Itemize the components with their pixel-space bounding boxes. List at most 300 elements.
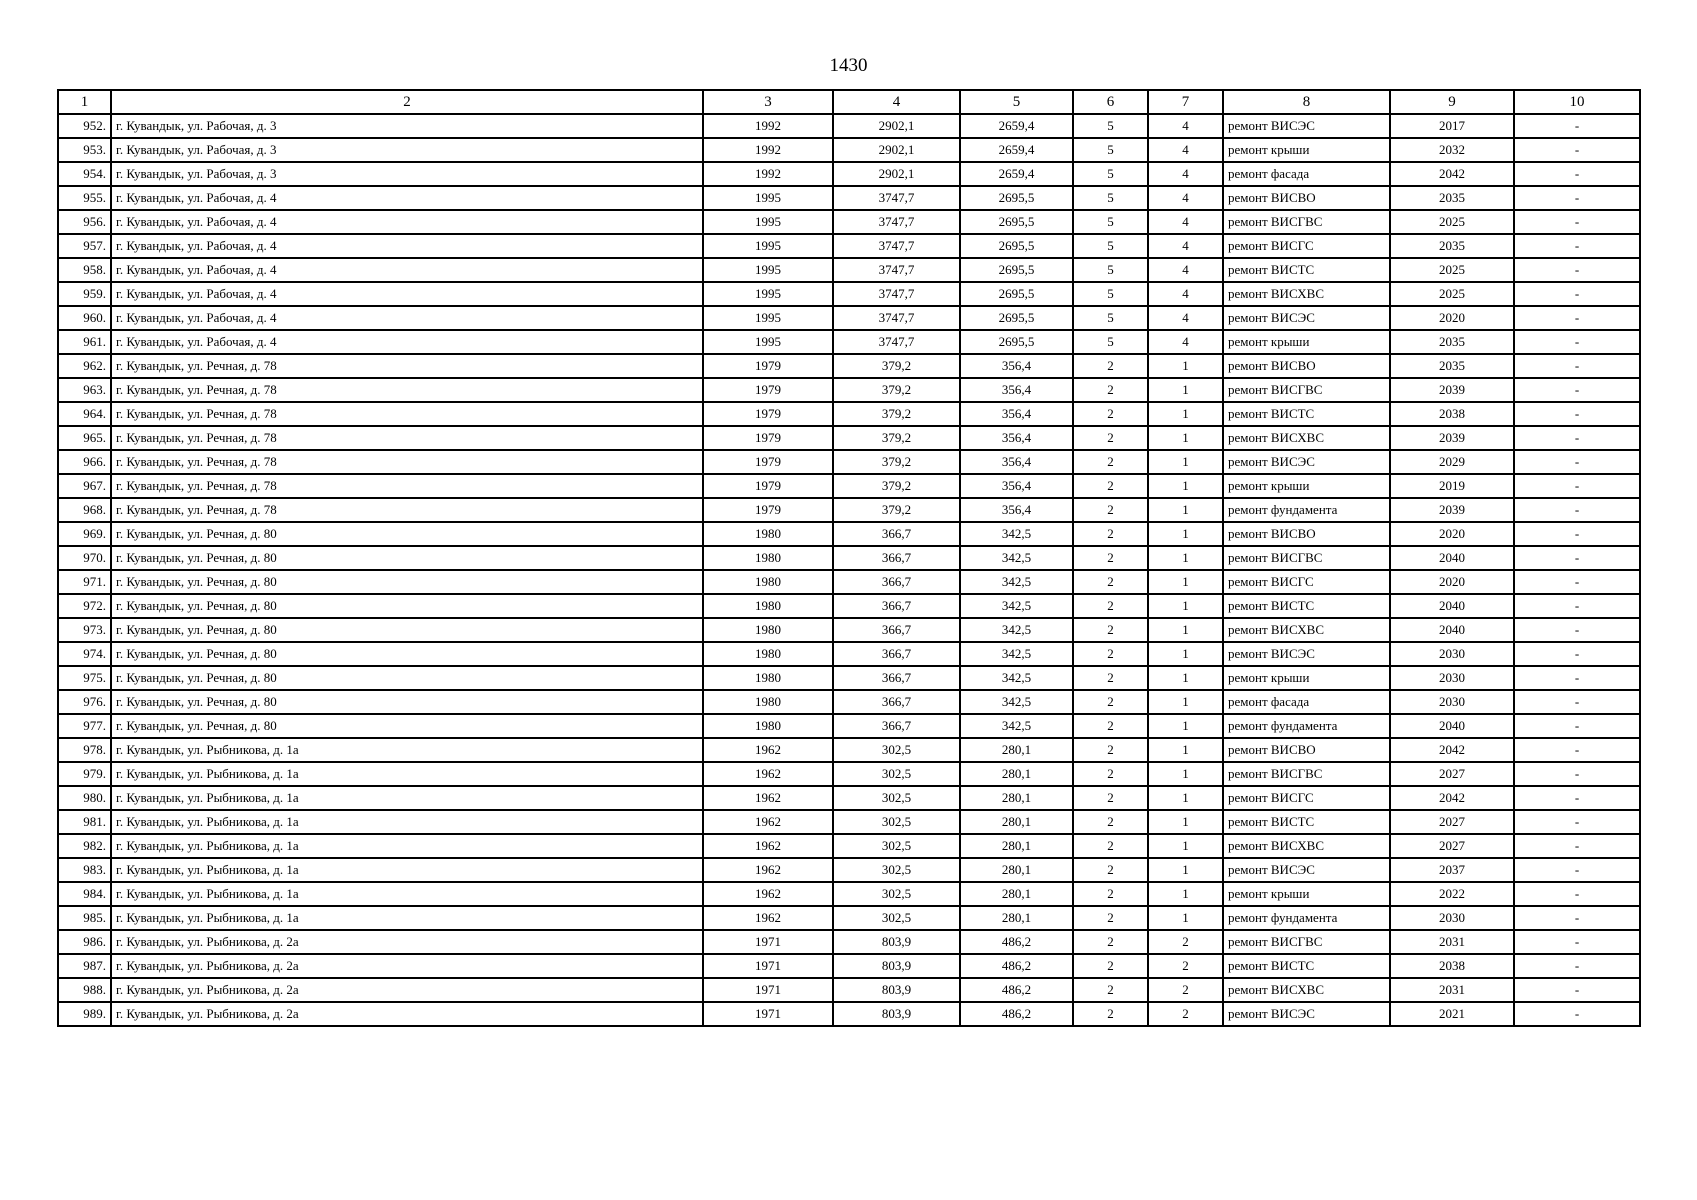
cell-address: г. Кувандык, ул. Рабочая, д. 4 [111,306,703,330]
cell-entrances: 1 [1148,834,1223,858]
cell-year-built: 1971 [703,1002,833,1026]
cell-address: г. Кувандык, ул. Рабочая, д. 4 [111,210,703,234]
cell-row-number: 972. [58,594,111,618]
table-row [58,426,1640,450]
cell-note: - [1514,714,1640,738]
cell-address: г. Кувандык, ул. Речная, д. 80 [111,594,703,618]
cell-floors: 2 [1073,834,1148,858]
cell-work-type: ремонт ВИСВО [1223,354,1390,378]
cell-living-area: 2695,5 [960,258,1073,282]
cell-work-type: ремонт ВИСТС [1223,594,1390,618]
cell-entrances: 4 [1148,162,1223,186]
cell-note: - [1514,786,1640,810]
cell-planned-year: 2031 [1390,978,1514,1002]
cell-address: г. Кувандык, ул. Речная, д. 80 [111,690,703,714]
cell-address: г. Кувандык, ул. Речная, д. 80 [111,642,703,666]
cell-work-type: ремонт ВИСГВС [1223,930,1390,954]
cell-note: - [1514,834,1640,858]
cell-work-type: ремонт ВИСТС [1223,258,1390,282]
cell-address: г. Кувандык, ул. Рыбникова, д. 1а [111,858,703,882]
cell-planned-year: 2030 [1390,666,1514,690]
cell-entrances: 1 [1148,498,1223,522]
cell-year-built: 1979 [703,450,833,474]
cell-entrances: 1 [1148,666,1223,690]
cell-work-type: ремонт ВИСЭС [1223,450,1390,474]
cell-address: г. Кувандык, ул. Рыбникова, д. 1а [111,762,703,786]
cell-address: г. Кувандык, ул. Речная, д. 80 [111,618,703,642]
cell-row-number: 959. [58,282,111,306]
cell-note: - [1514,402,1640,426]
cell-row-number: 986. [58,930,111,954]
cell-year-built: 1995 [703,210,833,234]
cell-living-area: 280,1 [960,762,1073,786]
cell-address: г. Кувандык, ул. Рабочая, д. 4 [111,234,703,258]
table-row [58,666,1640,690]
cell-entrances: 4 [1148,114,1223,138]
cell-planned-year: 2035 [1390,354,1514,378]
cell-living-area: 342,5 [960,690,1073,714]
table-row [58,546,1640,570]
cell-total-area: 366,7 [833,546,960,570]
table-row [58,810,1640,834]
cell-total-area: 302,5 [833,810,960,834]
cell-address: г. Кувандык, ул. Речная, д. 78 [111,378,703,402]
column-header-7: 7 [1148,90,1223,114]
cell-entrances: 1 [1148,906,1223,930]
cell-planned-year: 2021 [1390,1002,1514,1026]
cell-work-type: ремонт ВИСГС [1223,786,1390,810]
cell-row-number: 962. [58,354,111,378]
cell-living-area: 280,1 [960,882,1073,906]
cell-year-built: 1979 [703,378,833,402]
table-row [58,762,1640,786]
cell-row-number: 988. [58,978,111,1002]
cell-planned-year: 2038 [1390,954,1514,978]
cell-entrances: 1 [1148,762,1223,786]
cell-year-built: 1979 [703,354,833,378]
table-row [58,210,1640,234]
cell-note: - [1514,642,1640,666]
table-row [58,450,1640,474]
cell-row-number: 984. [58,882,111,906]
cell-living-area: 280,1 [960,834,1073,858]
cell-planned-year: 2027 [1390,810,1514,834]
cell-planned-year: 2040 [1390,594,1514,618]
cell-total-area: 366,7 [833,618,960,642]
cell-year-built: 1979 [703,498,833,522]
cell-row-number: 955. [58,186,111,210]
cell-row-number: 953. [58,138,111,162]
cell-floors: 2 [1073,762,1148,786]
cell-note: - [1514,690,1640,714]
table-row [58,114,1640,138]
table-row [58,738,1640,762]
cell-year-built: 1980 [703,546,833,570]
cell-planned-year: 2035 [1390,330,1514,354]
cell-entrances: 4 [1148,258,1223,282]
cell-living-area: 486,2 [960,1002,1073,1026]
cell-living-area: 2695,5 [960,186,1073,210]
table-row [58,522,1640,546]
cell-row-number: 987. [58,954,111,978]
cell-work-type: ремонт ВИСЭС [1223,642,1390,666]
cell-address: г. Кувандык, ул. Рыбникова, д. 1а [111,882,703,906]
cell-address: г. Кувандык, ул. Речная, д. 78 [111,402,703,426]
cell-note: - [1514,762,1640,786]
cell-work-type: ремонт ВИСГВС [1223,762,1390,786]
cell-row-number: 983. [58,858,111,882]
cell-entrances: 4 [1148,330,1223,354]
table-row [58,138,1640,162]
cell-floors: 2 [1073,810,1148,834]
cell-row-number: 974. [58,642,111,666]
cell-note: - [1514,354,1640,378]
repair-schedule-table [57,89,1641,1027]
column-header-4: 4 [833,90,960,114]
cell-planned-year: 2020 [1390,306,1514,330]
table-row [58,954,1640,978]
cell-total-area: 379,2 [833,354,960,378]
table-row [58,690,1640,714]
cell-year-built: 1980 [703,666,833,690]
cell-note: - [1514,186,1640,210]
cell-note: - [1514,954,1640,978]
cell-living-area: 2695,5 [960,306,1073,330]
cell-living-area: 342,5 [960,522,1073,546]
table-row [58,594,1640,618]
cell-year-built: 1995 [703,234,833,258]
cell-total-area: 302,5 [833,858,960,882]
cell-total-area: 803,9 [833,954,960,978]
cell-entrances: 1 [1148,786,1223,810]
column-header-2: 2 [111,90,703,114]
cell-year-built: 1980 [703,618,833,642]
cell-living-area: 486,2 [960,954,1073,978]
cell-total-area: 3747,7 [833,210,960,234]
cell-total-area: 302,5 [833,786,960,810]
cell-living-area: 356,4 [960,474,1073,498]
cell-floors: 5 [1073,330,1148,354]
cell-year-built: 1962 [703,762,833,786]
cell-note: - [1514,450,1640,474]
cell-work-type: ремонт ВИСХВС [1223,426,1390,450]
cell-total-area: 302,5 [833,882,960,906]
cell-planned-year: 2042 [1390,738,1514,762]
cell-living-area: 342,5 [960,666,1073,690]
cell-floors: 2 [1073,954,1148,978]
table-row [58,162,1640,186]
cell-year-built: 1962 [703,786,833,810]
cell-living-area: 2695,5 [960,330,1073,354]
cell-work-type: ремонт ВИСТС [1223,402,1390,426]
cell-planned-year: 2025 [1390,210,1514,234]
cell-work-type: ремонт ВИСЭС [1223,1002,1390,1026]
cell-entrances: 1 [1148,594,1223,618]
cell-living-area: 280,1 [960,810,1073,834]
cell-floors: 2 [1073,738,1148,762]
cell-total-area: 3747,7 [833,282,960,306]
cell-year-built: 1992 [703,114,833,138]
cell-note: - [1514,1002,1640,1026]
cell-note: - [1514,810,1640,834]
cell-row-number: 966. [58,450,111,474]
cell-year-built: 1995 [703,306,833,330]
cell-note: - [1514,474,1640,498]
table-row [58,618,1640,642]
cell-planned-year: 2027 [1390,834,1514,858]
cell-work-type: ремонт фундамента [1223,714,1390,738]
cell-year-built: 1962 [703,834,833,858]
cell-total-area: 3747,7 [833,306,960,330]
cell-note: - [1514,930,1640,954]
cell-year-built: 1962 [703,882,833,906]
cell-row-number: 977. [58,714,111,738]
cell-total-area: 366,7 [833,522,960,546]
cell-year-built: 1995 [703,330,833,354]
cell-total-area: 3747,7 [833,234,960,258]
cell-floors: 2 [1073,522,1148,546]
cell-address: г. Кувандык, ул. Рабочая, д. 3 [111,114,703,138]
cell-year-built: 1971 [703,978,833,1002]
cell-planned-year: 2039 [1390,378,1514,402]
cell-address: г. Кувандык, ул. Речная, д. 78 [111,426,703,450]
cell-entrances: 1 [1148,426,1223,450]
cell-living-area: 280,1 [960,858,1073,882]
cell-entrances: 1 [1148,858,1223,882]
cell-entrances: 1 [1148,642,1223,666]
cell-planned-year: 2039 [1390,498,1514,522]
cell-work-type: ремонт ВИСГС [1223,234,1390,258]
cell-floors: 2 [1073,498,1148,522]
cell-work-type: ремонт ВИСТС [1223,954,1390,978]
cell-floors: 2 [1073,906,1148,930]
cell-planned-year: 2040 [1390,546,1514,570]
cell-work-type: ремонт фасада [1223,690,1390,714]
cell-floors: 2 [1073,786,1148,810]
cell-year-built: 1995 [703,258,833,282]
cell-floors: 2 [1073,978,1148,1002]
cell-living-area: 280,1 [960,786,1073,810]
cell-year-built: 1980 [703,690,833,714]
cell-work-type: ремонт ВИСЭС [1223,858,1390,882]
cell-address: г. Кувандык, ул. Рыбникова, д. 1а [111,906,703,930]
table-row [58,906,1640,930]
cell-work-type: ремонт крыши [1223,882,1390,906]
cell-planned-year: 2025 [1390,282,1514,306]
cell-note: - [1514,210,1640,234]
cell-row-number: 971. [58,570,111,594]
cell-entrances: 1 [1148,474,1223,498]
table-row [58,642,1640,666]
table-row [58,186,1640,210]
cell-address: г. Кувандык, ул. Рабочая, д. 4 [111,282,703,306]
cell-planned-year: 2030 [1390,906,1514,930]
cell-row-number: 970. [58,546,111,570]
cell-living-area: 280,1 [960,906,1073,930]
cell-row-number: 952. [58,114,111,138]
cell-address: г. Кувандык, ул. Рыбникова, д. 1а [111,810,703,834]
cell-living-area: 342,5 [960,594,1073,618]
cell-floors: 5 [1073,258,1148,282]
cell-floors: 2 [1073,1002,1148,1026]
cell-work-type: ремонт ВИСТС [1223,810,1390,834]
cell-note: - [1514,258,1640,282]
cell-planned-year: 2032 [1390,138,1514,162]
cell-row-number: 956. [58,210,111,234]
cell-planned-year: 2019 [1390,474,1514,498]
table-row [58,354,1640,378]
cell-floors: 2 [1073,714,1148,738]
cell-total-area: 3747,7 [833,258,960,282]
cell-work-type: ремонт ВИСЭС [1223,306,1390,330]
cell-living-area: 356,4 [960,354,1073,378]
cell-floors: 2 [1073,618,1148,642]
cell-note: - [1514,882,1640,906]
column-header-5: 5 [960,90,1073,114]
cell-entrances: 4 [1148,282,1223,306]
cell-address: г. Кувандык, ул. Рабочая, д. 4 [111,330,703,354]
table-row [58,498,1640,522]
cell-planned-year: 2020 [1390,570,1514,594]
cell-total-area: 366,7 [833,690,960,714]
cell-row-number: 982. [58,834,111,858]
column-header-1: 1 [58,90,111,114]
cell-year-built: 1979 [703,474,833,498]
cell-total-area: 366,7 [833,714,960,738]
cell-living-area: 280,1 [960,738,1073,762]
cell-year-built: 1992 [703,162,833,186]
cell-address: г. Кувандык, ул. Рыбникова, д. 2а [111,954,703,978]
cell-row-number: 989. [58,1002,111,1026]
cell-address: г. Кувандык, ул. Рабочая, д. 3 [111,138,703,162]
cell-total-area: 2902,1 [833,162,960,186]
cell-year-built: 1962 [703,738,833,762]
cell-address: г. Кувандык, ул. Рыбникова, д. 1а [111,786,703,810]
cell-row-number: 958. [58,258,111,282]
cell-work-type: ремонт ВИСВО [1223,738,1390,762]
table-row [58,834,1640,858]
table-row [58,1002,1640,1026]
cell-year-built: 1980 [703,522,833,546]
cell-address: г. Кувандык, ул. Рабочая, д. 3 [111,162,703,186]
column-header-9: 9 [1390,90,1514,114]
cell-row-number: 981. [58,810,111,834]
cell-work-type: ремонт ВИСХВС [1223,618,1390,642]
cell-note: - [1514,162,1640,186]
cell-work-type: ремонт ВИСГВС [1223,546,1390,570]
cell-row-number: 980. [58,786,111,810]
cell-address: г. Кувандык, ул. Речная, д. 78 [111,474,703,498]
cell-address: г. Кувандык, ул. Речная, д. 80 [111,666,703,690]
cell-entrances: 4 [1148,306,1223,330]
cell-row-number: 967. [58,474,111,498]
cell-planned-year: 2017 [1390,114,1514,138]
cell-living-area: 2695,5 [960,282,1073,306]
cell-year-built: 1979 [703,402,833,426]
cell-living-area: 356,4 [960,498,1073,522]
cell-work-type: ремонт крыши [1223,138,1390,162]
cell-work-type: ремонт ВИСХВС [1223,978,1390,1002]
table-row [58,282,1640,306]
cell-work-type: ремонт крыши [1223,666,1390,690]
cell-note: - [1514,234,1640,258]
cell-year-built: 1979 [703,426,833,450]
cell-total-area: 803,9 [833,1002,960,1026]
cell-year-built: 1962 [703,858,833,882]
cell-living-area: 342,5 [960,642,1073,666]
cell-total-area: 366,7 [833,642,960,666]
cell-planned-year: 2030 [1390,642,1514,666]
cell-address: г. Кувандык, ул. Рыбникова, д. 2а [111,978,703,1002]
cell-address: г. Кувандык, ул. Рабочая, д. 4 [111,258,703,282]
cell-year-built: 1995 [703,186,833,210]
table-row [58,306,1640,330]
cell-address: г. Кувандык, ул. Речная, д. 80 [111,570,703,594]
cell-planned-year: 2029 [1390,450,1514,474]
cell-note: - [1514,114,1640,138]
cell-living-area: 2659,4 [960,162,1073,186]
cell-entrances: 1 [1148,738,1223,762]
cell-living-area: 356,4 [960,426,1073,450]
cell-year-built: 1992 [703,138,833,162]
cell-floors: 2 [1073,642,1148,666]
cell-total-area: 302,5 [833,906,960,930]
cell-year-built: 1971 [703,930,833,954]
header-row [58,90,1640,114]
cell-living-area: 342,5 [960,618,1073,642]
cell-work-type: ремонт ВИСХВС [1223,282,1390,306]
cell-year-built: 1995 [703,282,833,306]
cell-entrances: 1 [1148,714,1223,738]
cell-entrances: 1 [1148,882,1223,906]
cell-planned-year: 2035 [1390,234,1514,258]
cell-planned-year: 2042 [1390,786,1514,810]
table-body [58,114,1640,1026]
cell-total-area: 302,5 [833,762,960,786]
cell-row-number: 985. [58,906,111,930]
cell-note: - [1514,282,1640,306]
cell-year-built: 1962 [703,810,833,834]
cell-planned-year: 2039 [1390,426,1514,450]
cell-entrances: 1 [1148,522,1223,546]
cell-work-type: ремонт ВИСГВС [1223,210,1390,234]
cell-floors: 5 [1073,162,1148,186]
cell-planned-year: 2030 [1390,690,1514,714]
cell-living-area: 342,5 [960,714,1073,738]
cell-total-area: 379,2 [833,378,960,402]
cell-year-built: 1980 [703,642,833,666]
cell-address: г. Кувандык, ул. Речная, д. 78 [111,354,703,378]
cell-planned-year: 2022 [1390,882,1514,906]
cell-year-built: 1962 [703,906,833,930]
cell-note: - [1514,306,1640,330]
cell-living-area: 342,5 [960,570,1073,594]
table-row [58,978,1640,1002]
cell-planned-year: 2037 [1390,858,1514,882]
cell-total-area: 302,5 [833,738,960,762]
cell-living-area: 2695,5 [960,234,1073,258]
cell-work-type: ремонт фасада [1223,162,1390,186]
cell-note: - [1514,906,1640,930]
cell-note: - [1514,498,1640,522]
cell-work-type: ремонт ВИСГВС [1223,378,1390,402]
table-row [58,570,1640,594]
cell-note: - [1514,546,1640,570]
cell-entrances: 1 [1148,690,1223,714]
cell-living-area: 2659,4 [960,138,1073,162]
cell-total-area: 379,2 [833,474,960,498]
cell-planned-year: 2040 [1390,714,1514,738]
